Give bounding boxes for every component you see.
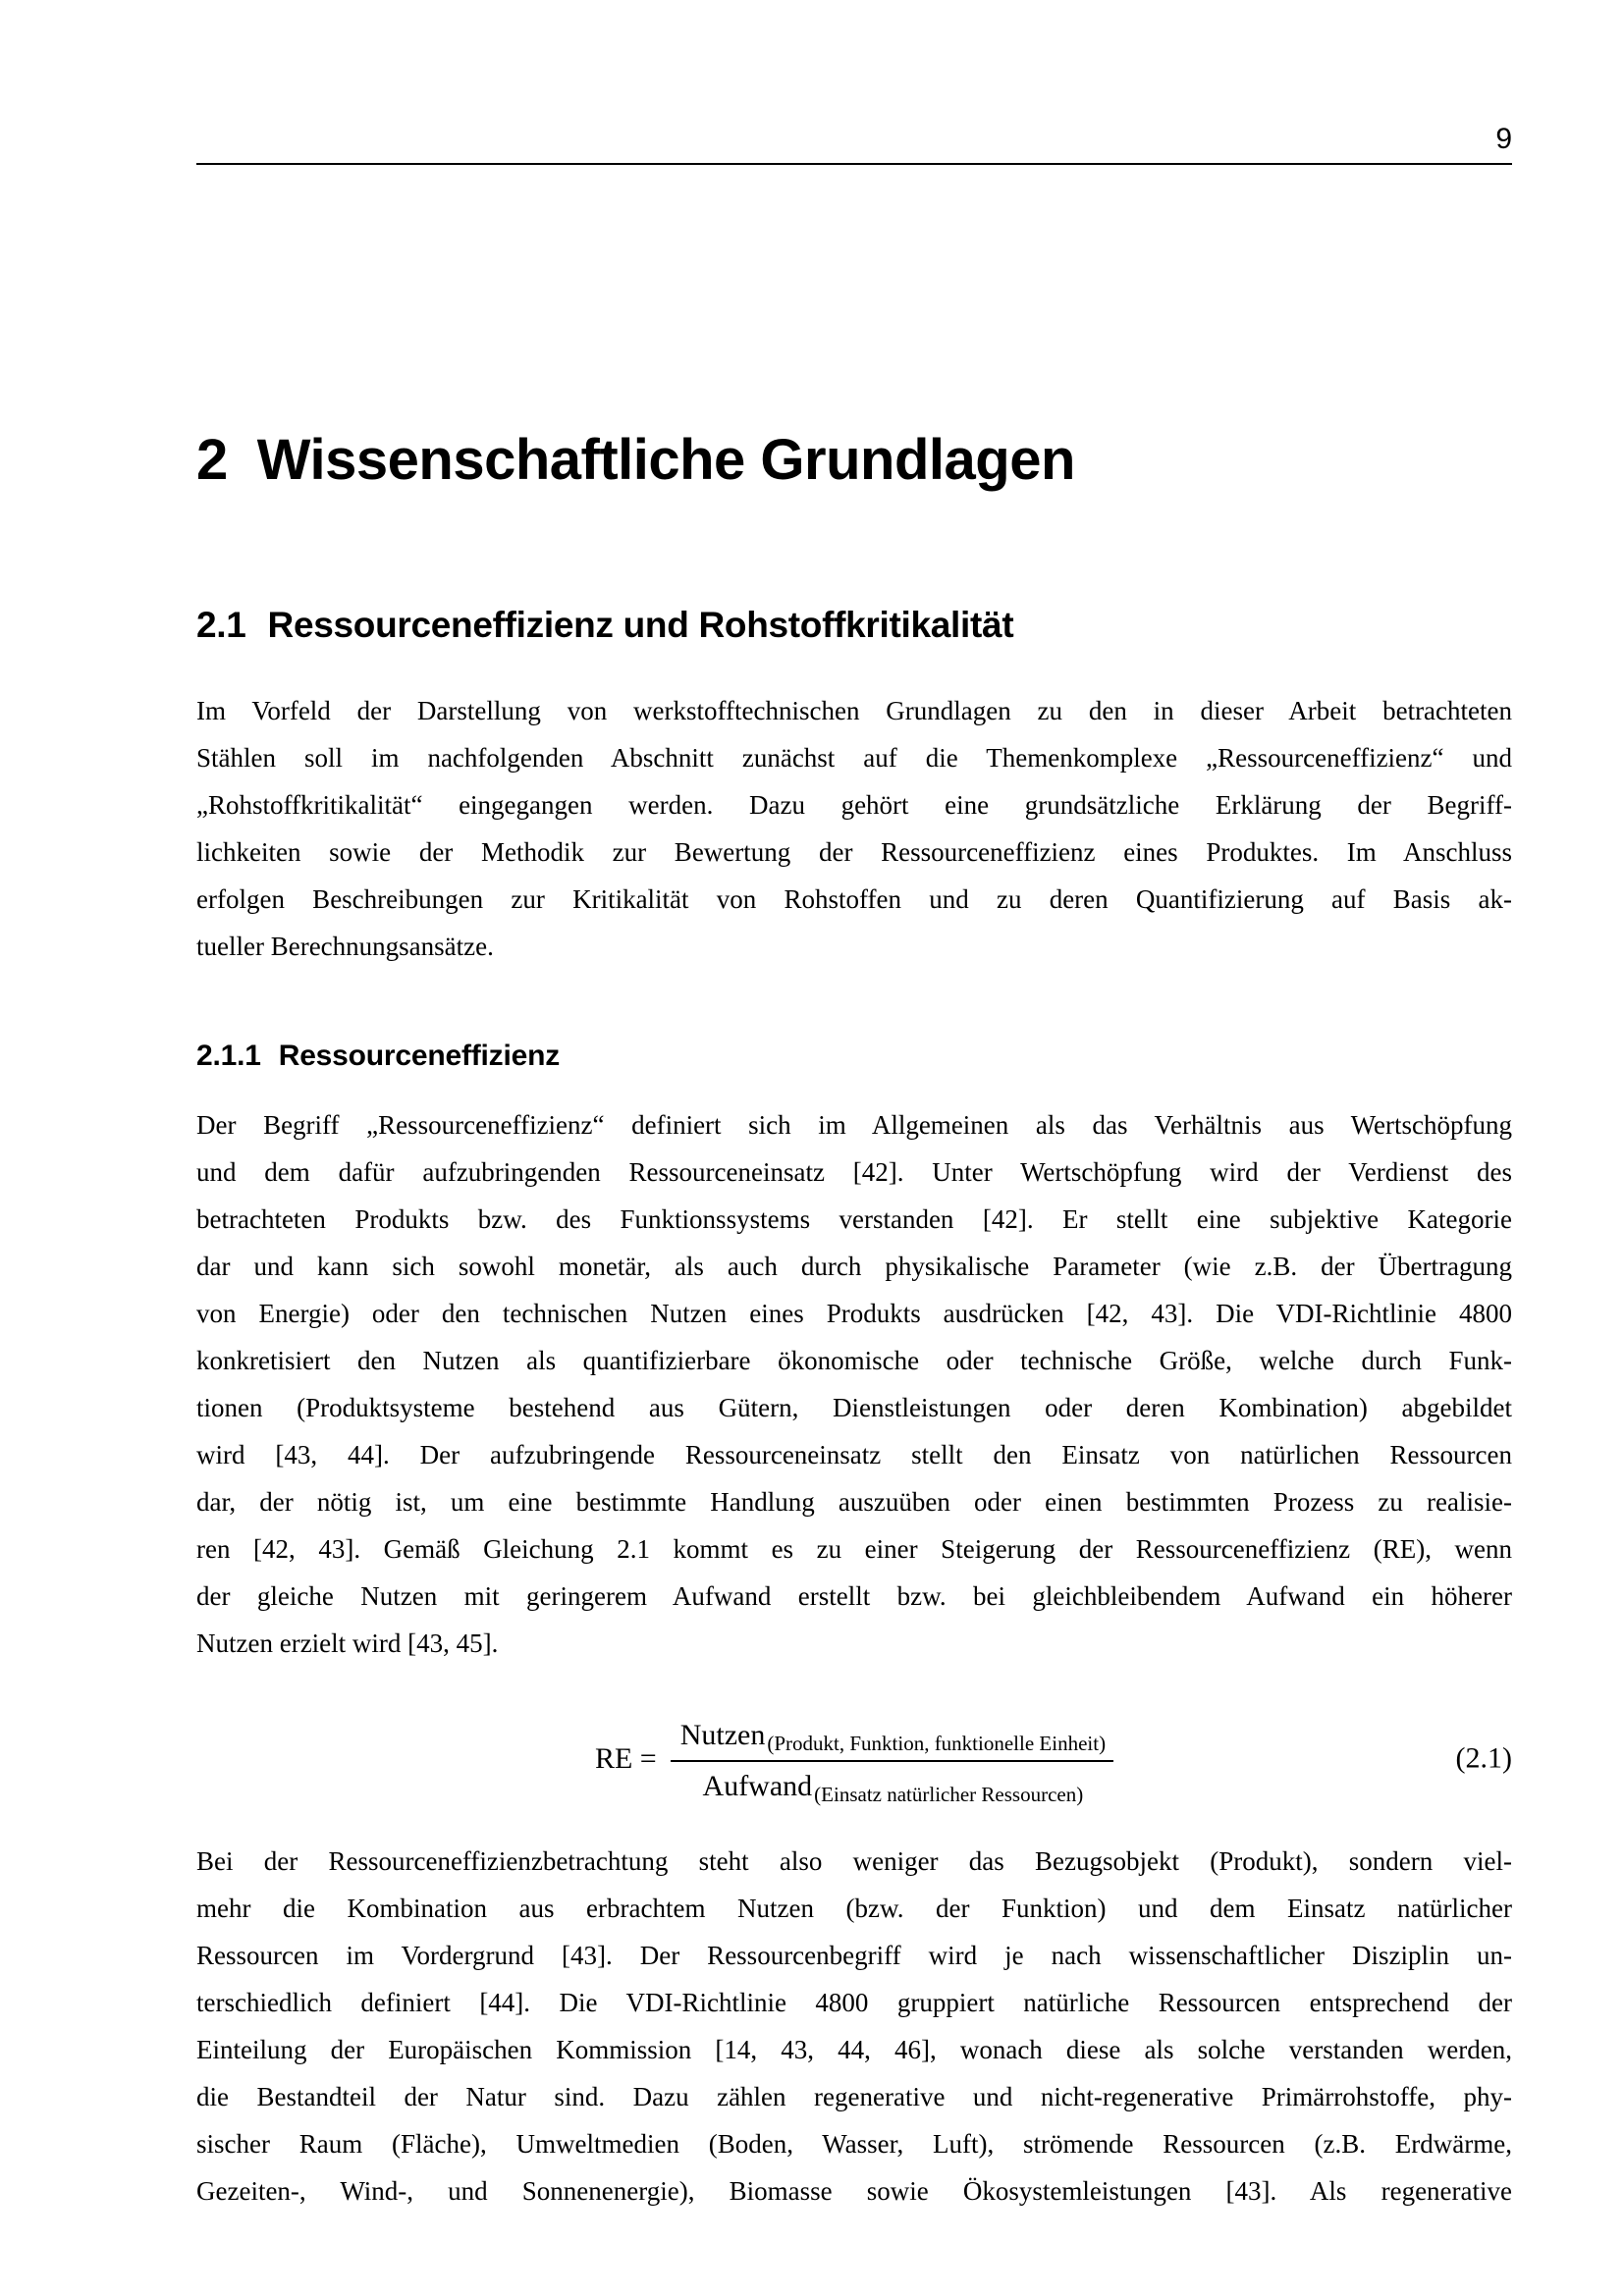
- section-title: Ressourceneffizienz und Rohstoffkritikalität: [267, 605, 1014, 645]
- text-line: dar, der nötig ist, um eine bestimmte Handlung auszuüben oder einen bestimmten Prozess zu realisie-: [196, 1487, 1512, 1517]
- equation-lhs: RE =: [594, 1741, 657, 1775]
- header-rule: [196, 163, 1512, 165]
- equation-numerator: [671, 1719, 1113, 1762]
- text-line: der gleiche Nutzen mit geringerem Aufwand erstellt bzw. bei gleichbleibendem Aufwand ein höherer: [196, 1581, 1512, 1611]
- text-line: und dem dafür aufzubringenden Ressourceneinsatz [42]. Unter Wertschöpfung wird der Verdienst des: [196, 1157, 1512, 1187]
- section-heading: [196, 605, 1013, 646]
- equation-fraction: [671, 1719, 1113, 1806]
- subsection-heading: [196, 1039, 560, 1074]
- paragraph-intro: [196, 687, 1512, 970]
- equation-numerator-subscript: (Produkt, Funktion, funktionelle Einheit): [767, 1731, 1107, 1755]
- equation-numerator-term: Nutzen: [679, 1719, 766, 1751]
- equation-2-1: [196, 1696, 1512, 1826]
- page-number: 9: [1495, 123, 1512, 155]
- text-line: Im Vorfeld der Darstellung von werkstofftechnischen Grundlagen zu den in dieser Arbeit betrachteten: [196, 696, 1512, 725]
- text-line: Stählen soll im nachfolgenden Abschnitt zunächst auf die Themenkomplexe „Ressourceneffizienz“ und: [196, 743, 1512, 773]
- text-line: tionen (Produktsysteme bestehend aus Gütern, Dienstleistungen oder deren Kombination) abgebildet: [196, 1393, 1512, 1422]
- subsection-title: Ressourceneffizienz: [278, 1040, 561, 1072]
- text-line: die Bestandteil der Natur sind. Dazu zählen regenerative und nicht-regenerative Primärrohstoffe, phy-: [196, 2082, 1512, 2111]
- chapter-title: Wissenschaftliche Grundlagen: [256, 428, 1075, 492]
- paragraph-resource-definition: [196, 1838, 1512, 2215]
- text-line: lichkeiten sowie der Methodik zur Bewertung der Ressourceneffizienz eines Produktes. Im Anschluss: [196, 837, 1512, 867]
- text-line: erfolgen Beschreibungen zur Kritikalität von Rohstoffen und zu deren Quantifizierung auf Basis ak-: [196, 884, 1512, 914]
- chapter-number: 2: [196, 428, 228, 492]
- text-line: mehr die Kombination aus erbrachtem Nutzen (bzw. der Funktion) und dem Einsatz natürlicher: [196, 1894, 1512, 1923]
- text-line: betrachteten Produkts bzw. des Funktionssystems verstanden [42]. Er stellt eine subjektive Kategorie: [196, 1204, 1512, 1234]
- text-line: dar und kann sich sowohl monetär, als auch durch physikalische Parameter (wie z.B. der Übertragung: [196, 1252, 1512, 1281]
- text-line: Der Begriff „Ressourceneffizienz“ definiert sich im Allgemeinen als das Verhältnis aus Wertschöpfung: [196, 1110, 1512, 1140]
- text-line: tueller Berechnungsansätze.: [196, 932, 494, 961]
- text-line: wird [43, 44]. Der aufzubringende Ressourceneinsatz stellt den Einsatz von natürlichen Ressourcen: [196, 1440, 1512, 1469]
- equation-denominator-subscript: (Einsatz natürlicher Ressourcen): [814, 1782, 1084, 1806]
- equation-denominator: [671, 1762, 1113, 1806]
- text-line: Einteilung der Europäischen Kommission [14, 43, 44, 46], wonach diese als solche verstanden werden,: [196, 2035, 1512, 2064]
- text-line: Nutzen erzielt wird [43, 45].: [196, 1629, 499, 1658]
- text-line: Bei der Ressourceneffizienzbetrachtung steht also weniger das Bezugsobjekt (Produkt), sondern viel-: [196, 1846, 1512, 1876]
- text-line: von Energie) oder den technischen Nutzen eines Produkts ausdrücken [42, 43]. Die VDI-Richtlinie 4800: [196, 1299, 1512, 1328]
- chapter-heading: [196, 430, 1075, 491]
- text-line: „Rohstoffkritikalität“ eingegangen werden. Dazu gehört eine grundsätzliche Erklärung der Begriff-: [196, 790, 1512, 820]
- text-line: sischer Raum (Fläche), Umweltmedien (Boden, Wasser, Luft), strömende Ressourcen (z.B. Erdwärme,: [196, 2129, 1512, 2159]
- equation-number: (2.1): [1455, 1741, 1512, 1775]
- text-line: terschiedlich definiert [44]. Die VDI-Richtlinie 4800 gruppiert natürliche Ressourcen entsprechend der: [196, 1988, 1512, 2017]
- text-line: Gezeiten-, Wind-, und Sonnenenergie), Biomasse sowie Ökosystemleistungen [43]. Als regenerative: [196, 2176, 1512, 2206]
- text-line: konkretisiert den Nutzen als quantifizierbare ökonomische oder technische Größe, welche durch Funk-: [196, 1346, 1512, 1375]
- equation-body: [196, 1719, 1512, 1806]
- text-line: Ressourcen im Vordergrund [43]. Der Ressourcenbegriff wird je nach wissenschaftlicher Disziplin un-: [196, 1941, 1512, 1970]
- subsection-number: 2.1.1: [196, 1040, 261, 1072]
- section-number: 2.1: [196, 605, 246, 645]
- text-line: ren [42, 43]. Gemäß Gleichung 2.1 kommt es zu einer Steigerung der Ressourceneffizienz (RE), wenn: [196, 1534, 1512, 1564]
- equation-denominator-term: Aufwand: [702, 1770, 813, 1802]
- paragraph-resource-efficiency: [196, 1101, 1512, 1667]
